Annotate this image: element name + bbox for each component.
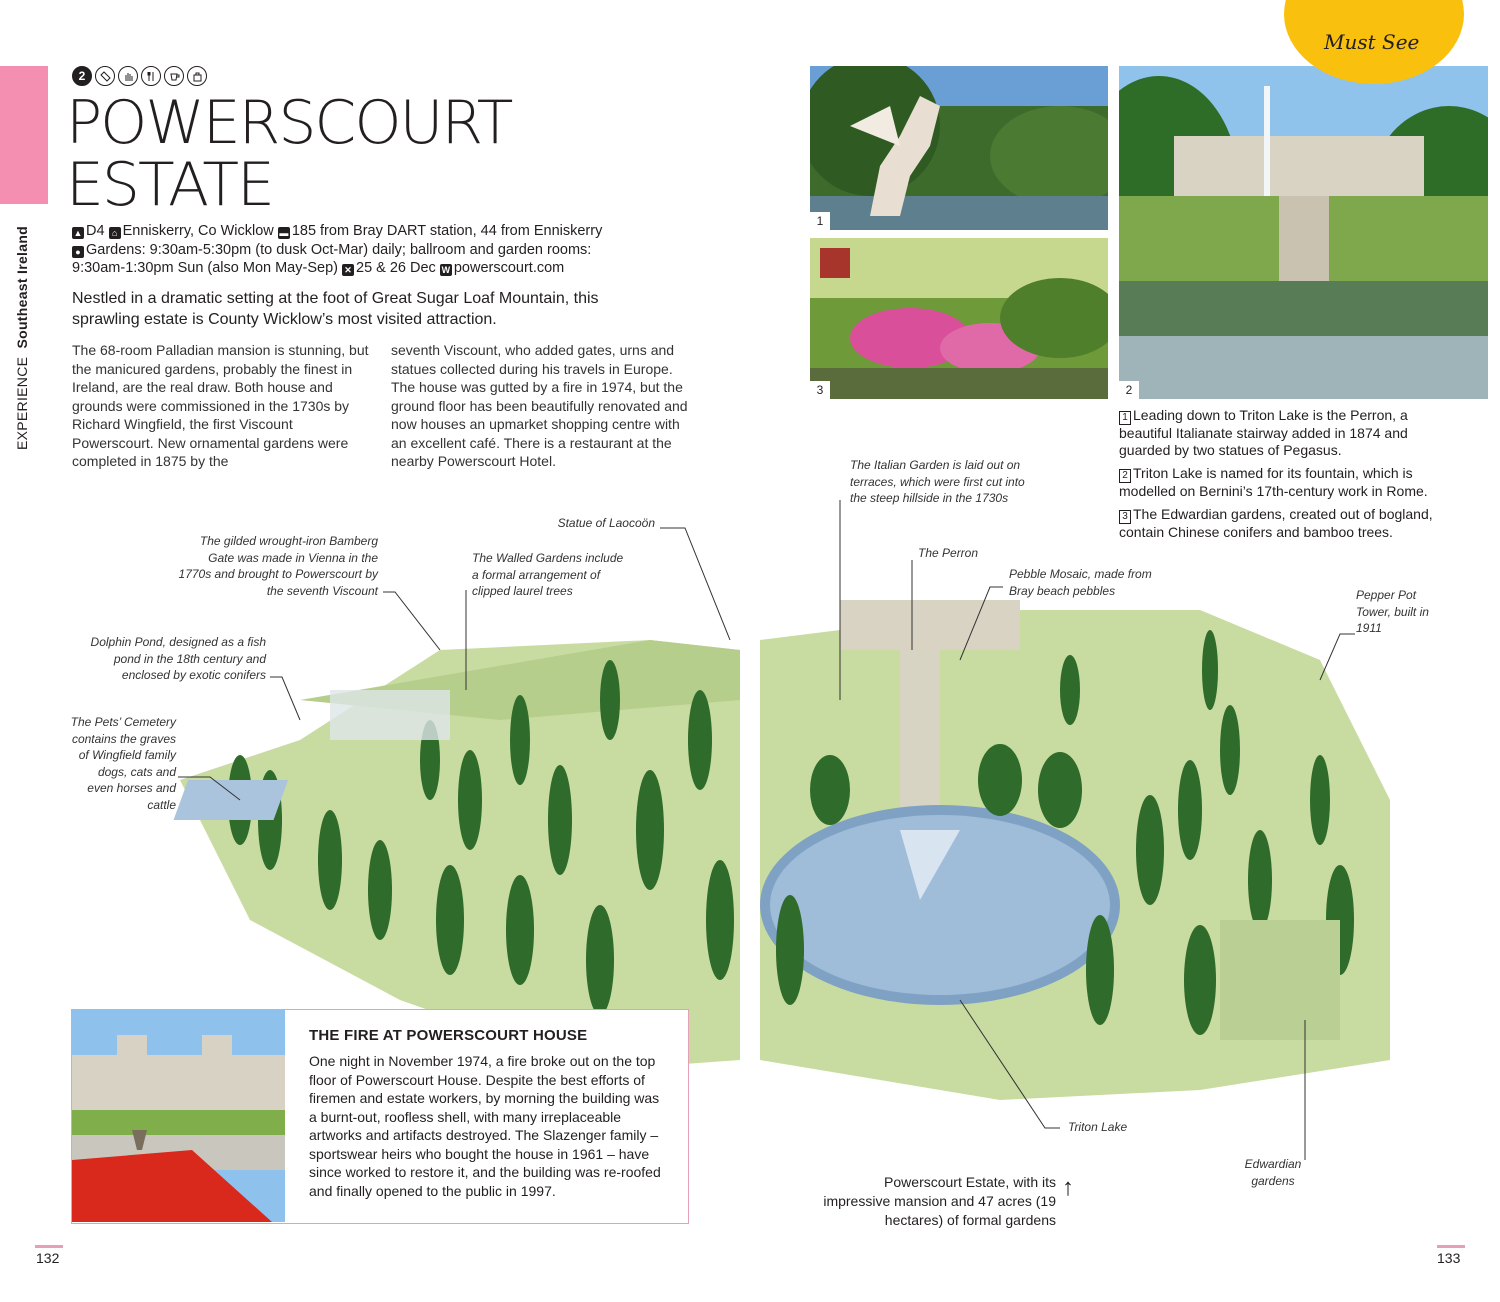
feature-house-photo [72, 1010, 285, 1222]
annotation-bamberg-gate: The gilded wrought-iron Bamberg Gate was made in Vienna in the 1770s and brought to Powerscourt by the seventh Viscount [178, 534, 378, 598]
annotation-laocoon: Statue of Laocoön [557, 516, 655, 530]
bus-icon: ▬ [279, 228, 289, 238]
section-color-tab [0, 66, 48, 204]
address-icon: ⌂ [109, 227, 121, 239]
body-column-2: seventh Viscount, who added gates, urns and statues collected during his travels in Europe. The house was gutted by a fire in 1974, but the ground floor has been beautifully renovated and now houses an upmarket shopping centre with an excellent café. There is a restaurant at the nearby Powerscourt Hotel. [391, 342, 688, 469]
must-see-label: Must See [1324, 30, 1420, 54]
map-ref-icon: ▲ [73, 228, 83, 238]
bus-info: 185 from Bray DART station, 44 from Enniskerry [291, 223, 603, 239]
annotation-perron: The Perron [918, 546, 979, 560]
annotation-triton-lake: Triton Lake [1068, 1120, 1128, 1134]
hours-line-2: 9:30am-1:30pm Sun (also Mon May-Sep) [72, 260, 338, 276]
arrow-up-icon: ↑ [1062, 1174, 1074, 1201]
annotation-pebble-mosaic: Pebble Mosaic, made from Bray beach pebbles [1009, 567, 1152, 598]
intro-paragraph: Nestled in a dramatic setting at the foot of Great Sugar Loaf Mountain, this sprawling estate is County Wicklow’s most visited attraction. [72, 290, 599, 328]
hours-line-1: Gardens: 9:30am-5:30pm (to dusk Oct-Mar) daily; ballroom and garden rooms: [86, 241, 592, 258]
annotation-pets-cemetery: The Pets’ Cemetery contains the graves of Wingfield family dogs, cats and even horses and cattle [70, 715, 176, 812]
page-bar-left [35, 1245, 63, 1248]
annotation-walled-gardens: The Walled Gardens include a formal arrangement of clipped laurel trees [472, 551, 624, 598]
header-icons [72, 66, 207, 86]
feature-title: THE FIRE AT POWERSCOURT HOUSE [309, 1027, 588, 1044]
page-title [66, 88, 512, 220]
illustration-caption: Powerscourt Estate, with its impressive mansion and 47 acres (19 hectares) of formal gardens [823, 1174, 1056, 1228]
caption-2: 2 Triton Lake is named for its fountain, which is modelled on Bernini’s 17th-century work in Rome. [1119, 465, 1428, 499]
photo-number-1: 1 [810, 212, 830, 230]
section-label-name: Southeast Ireland [14, 225, 30, 349]
entry-number-badge: 2 [72, 66, 92, 86]
title-line-2: ESTATE [66, 150, 273, 220]
photo-number-3: 3 [810, 381, 830, 399]
closed-dates: 25 & 26 Dec [356, 260, 436, 276]
page-number-left: 132 [36, 1250, 60, 1266]
title-line-1: POWERSCOURT [66, 88, 512, 158]
annotation-italian-garden: The Italian Garden is laid out on terraces, which were first cut into the steep hillside in the 1730s [850, 458, 1025, 505]
shopping-bag-icon [187, 66, 207, 86]
pegasus-statue-photo [810, 66, 1108, 230]
clock-icon: ● [72, 246, 84, 258]
website: powerscourt.com [453, 260, 565, 276]
feature-box [71, 1009, 689, 1224]
page-number-right: 133 [1437, 1250, 1461, 1266]
triton-lake-photo [1119, 66, 1488, 399]
body-column-1: The 68-room Palladian mansion is stunning, but the manicured gardens, probably the finest in Ireland, are the real draw. Both house and grounds were commissioned in the 1730s by Richard Wingfield, the first Viscount Powerscourt. New ornamental gardens were completed in 1875 by the [72, 342, 369, 469]
annotation-edwardian: Edwardian gardens [1244, 1157, 1302, 1188]
closed-icon: ✕ [342, 264, 354, 276]
website-icon: W [441, 265, 451, 275]
caption-1: 1 Leading down to Triton Lake is the Perron, a beautiful Italianate stairway added in 1874 and guarded by two statues of Pegasus. [1119, 407, 1408, 458]
feature-text: One night in November 1974, a fire broke out on the top floor of Powerscourt House. Despite the best efforts of firemen and estate workers, by morning the building was a burnt-out, roofless shell, with many irreplaceable artworks and artifacts destroyed. The Slazenger family – sportswear heirs who bought the house in 1961 – have since worked to restore it, and the building was re-roofed and finally opened to the public in 1997. [309, 1053, 661, 1199]
edwardian-gardens-photo [810, 238, 1108, 399]
hand-icon [118, 66, 138, 86]
annotation-dolphin-pond: Dolphin Pond, designed as a fish pond in the 18th century and enclosed by exotic conifers [90, 635, 266, 682]
fork-knife-icon [141, 66, 161, 86]
page-bar-right [1437, 1245, 1465, 1248]
ticket-icon [95, 66, 115, 86]
cup-icon [164, 66, 184, 86]
address: Enniskerry, Co Wicklow [122, 223, 274, 239]
annotation-pepper-pot: Pepper Pot Tower, built in 1911 [1356, 588, 1429, 635]
map-ref: D4 [86, 223, 105, 239]
practical-info [72, 222, 712, 278]
section-label [14, 226, 30, 450]
section-label-prefix: EXPERIENCE [14, 356, 30, 450]
photo-number-2: 2 [1119, 381, 1139, 399]
caption-3: 3 The Edwardian gardens, created out of bogland, contain Chinese conifers and bamboo trees. [1119, 506, 1433, 540]
